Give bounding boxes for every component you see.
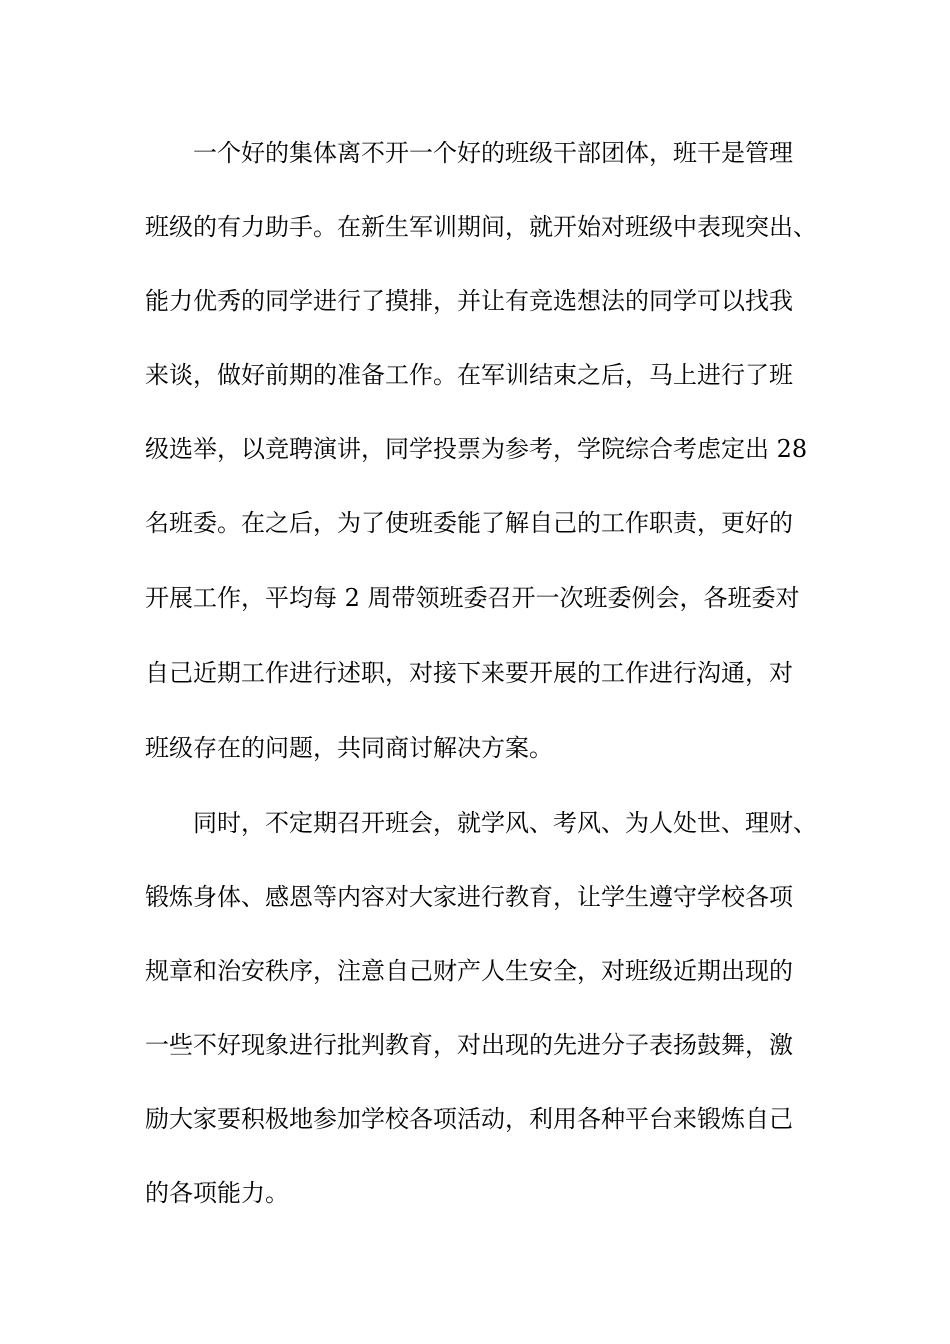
paragraph-1-line-3: 能力优秀的同学进行了摸排，并让有竞选想法的同学可以找我 bbox=[145, 287, 793, 315]
paragraph-1-line-9: 班级存在的问题，共同商讨解决方案。 bbox=[145, 734, 553, 762]
paragraph-2-line-2: 锻炼身体、感恩等内容对大家进行教育，让学生遵守学校各项 bbox=[145, 883, 793, 911]
paragraph-1-line-8: 自己近期工作进行述职，对接下来要开展的工作进行沟通，对 bbox=[145, 659, 793, 687]
paragraph-1-line-1: 一个好的集体离不开一个好的班级干部团体，班干是管理 bbox=[193, 139, 793, 167]
paragraph-2-line-3: 规章和治安秩序，注意自己财产人生安全，对班级近期出现的 bbox=[145, 957, 793, 985]
paragraph-1-line-4: 来谈，做好前期的准备工作。在军训结束之后，马上进行了班 bbox=[145, 361, 793, 389]
paragraph-1-line-5: 级选举，以竞聘演讲，同学投票为参考，学院综合考虑定出 28 bbox=[145, 435, 808, 463]
paragraph-2-line-4: 一些不好现象进行批判教育，对出现的先进分子表扬鼓舞，激 bbox=[145, 1031, 793, 1059]
paragraph-2-line-1: 同时，不定期召开班会，就学风、考风、为人处世、理财、 bbox=[193, 809, 817, 837]
paragraph-1-line-6: 名班委。在之后，为了使班委能了解自己的工作职责，更好的 bbox=[145, 509, 793, 537]
paragraph-2-line-6: 的各项能力。 bbox=[145, 1179, 289, 1207]
paragraph-2-line-5: 励大家要积极地参加学校各项活动，利用各种平台来锻炼自己 bbox=[145, 1105, 793, 1133]
paragraph-1-line-2: 班级的有力助手。在新生军训期间，就开始对班级中表现突出、 bbox=[145, 213, 817, 241]
paragraph-1-line-7: 开展工作，平均每 2 周带领班委召开一次班委例会，各班委对 bbox=[145, 584, 800, 612]
